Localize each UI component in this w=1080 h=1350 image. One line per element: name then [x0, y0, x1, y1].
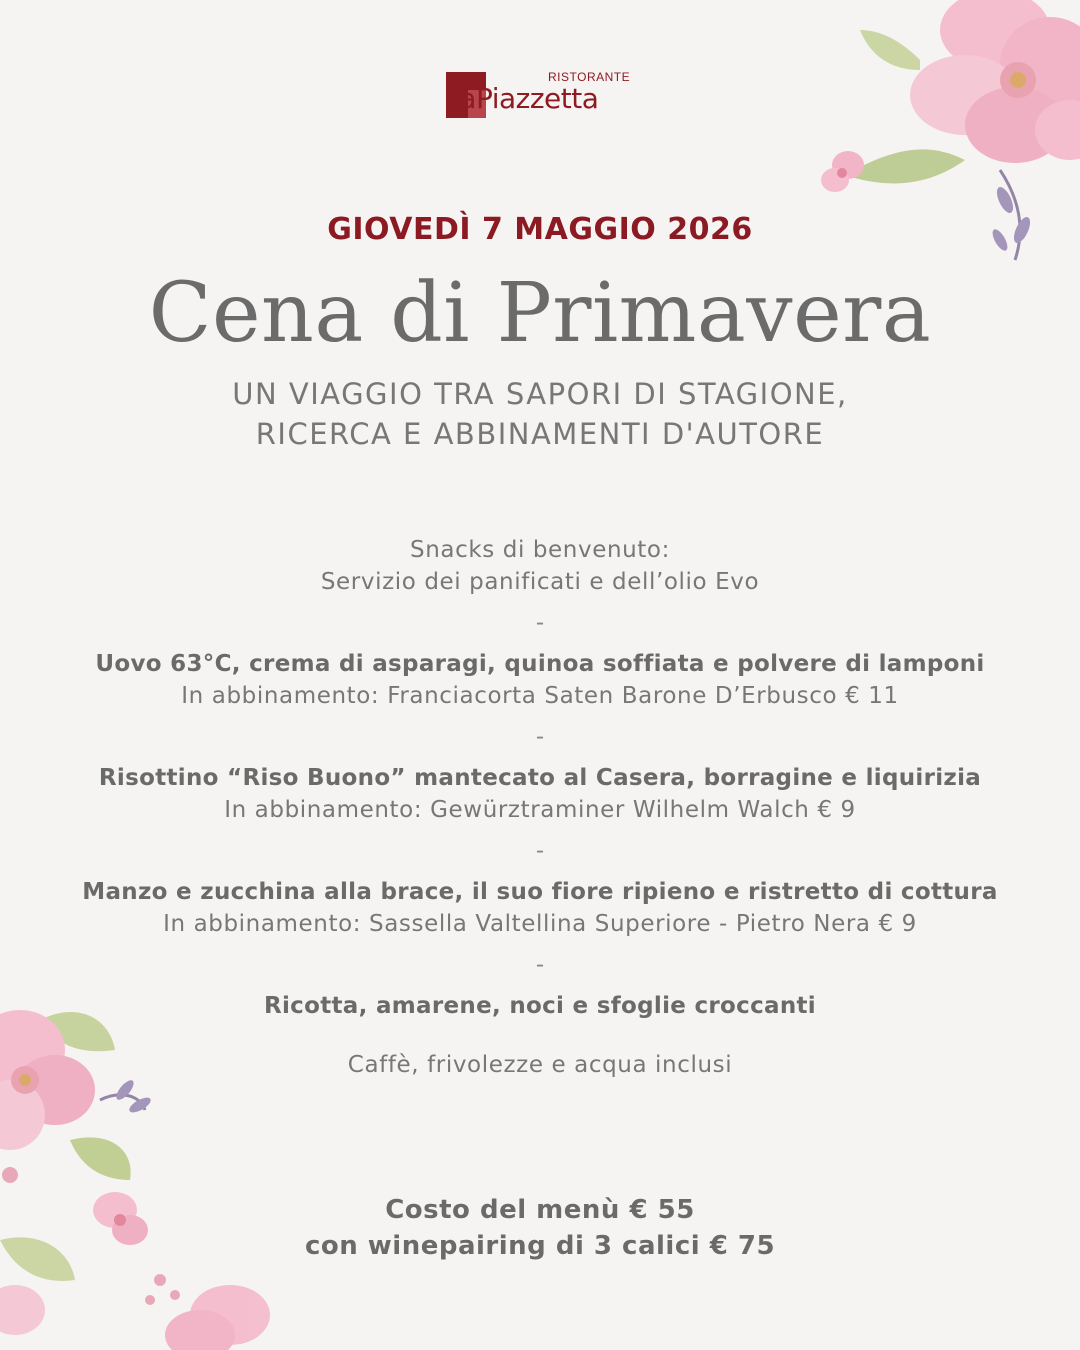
pricing: [0, 1192, 1080, 1264]
menu-separator: -: [535, 838, 545, 864]
menu-extras: Caffè, frivolezze e acqua inclusi: [347, 1052, 733, 1078]
welcome-block: [0, 534, 1080, 598]
course-dish: Ricotta, amarene, noci e sfoglie croccanti: [263, 993, 816, 1019]
logo-name: laPiazzetta: [452, 82, 599, 115]
restaurant-logo: [446, 70, 646, 140]
menu-separator: -: [535, 724, 545, 750]
course-item: [0, 762, 1080, 826]
course-item: [0, 876, 1080, 940]
flower-decoration-icon: [0, 980, 300, 1350]
course-dish: Manzo e zucchina alla brace, il suo fiore ripieno e ristretto di cottura: [82, 879, 998, 905]
course-pairing: In abbinamento: Sassella Valtellina Superiore - Pietro Nera € 9: [163, 911, 917, 937]
course-item: [0, 990, 1080, 1022]
menu-separator: -: [535, 610, 545, 636]
subtitle-line-2: RICERCA E ABBINAMENTI D'AUTORE: [255, 417, 825, 451]
welcome-description: Servizio dei panificati e dell’olio Evo: [320, 569, 760, 595]
welcome-title: Snacks di benvenuto:: [410, 537, 670, 563]
course-pairing: In abbinamento: Franciacorta Saten Barone D’Erbusco € 11: [181, 683, 899, 709]
event-title: Cena di Primavera: [148, 266, 932, 361]
menu-list: [0, 534, 1080, 1022]
price-menu: Costo del menù € 55: [385, 1195, 695, 1225]
price-winepairing: con winepairing di 3 calici € 75: [304, 1231, 776, 1261]
course-item: [0, 648, 1080, 712]
menu-separator: -: [535, 952, 545, 978]
logo-subtitle: RISTORANTE: [548, 70, 631, 84]
course-pairing: In abbinamento: Gewürztraminer Wilhelm Walch € 9: [224, 797, 856, 823]
course-dish: Uovo 63°C, crema di asparagi, quinoa soffiata e polvere di lamponi: [95, 651, 985, 677]
event-date: GIOVEDÌ 7 MAGGIO 2026: [327, 212, 753, 247]
subtitle-line-1: UN VIAGGIO TRA SAPORI DI STAGIONE,: [232, 377, 848, 411]
event-subtitle: [0, 374, 1080, 454]
course-dish: Risottino “Riso Buono” mantecato al Casera, borragine e liquirizia: [98, 765, 982, 791]
